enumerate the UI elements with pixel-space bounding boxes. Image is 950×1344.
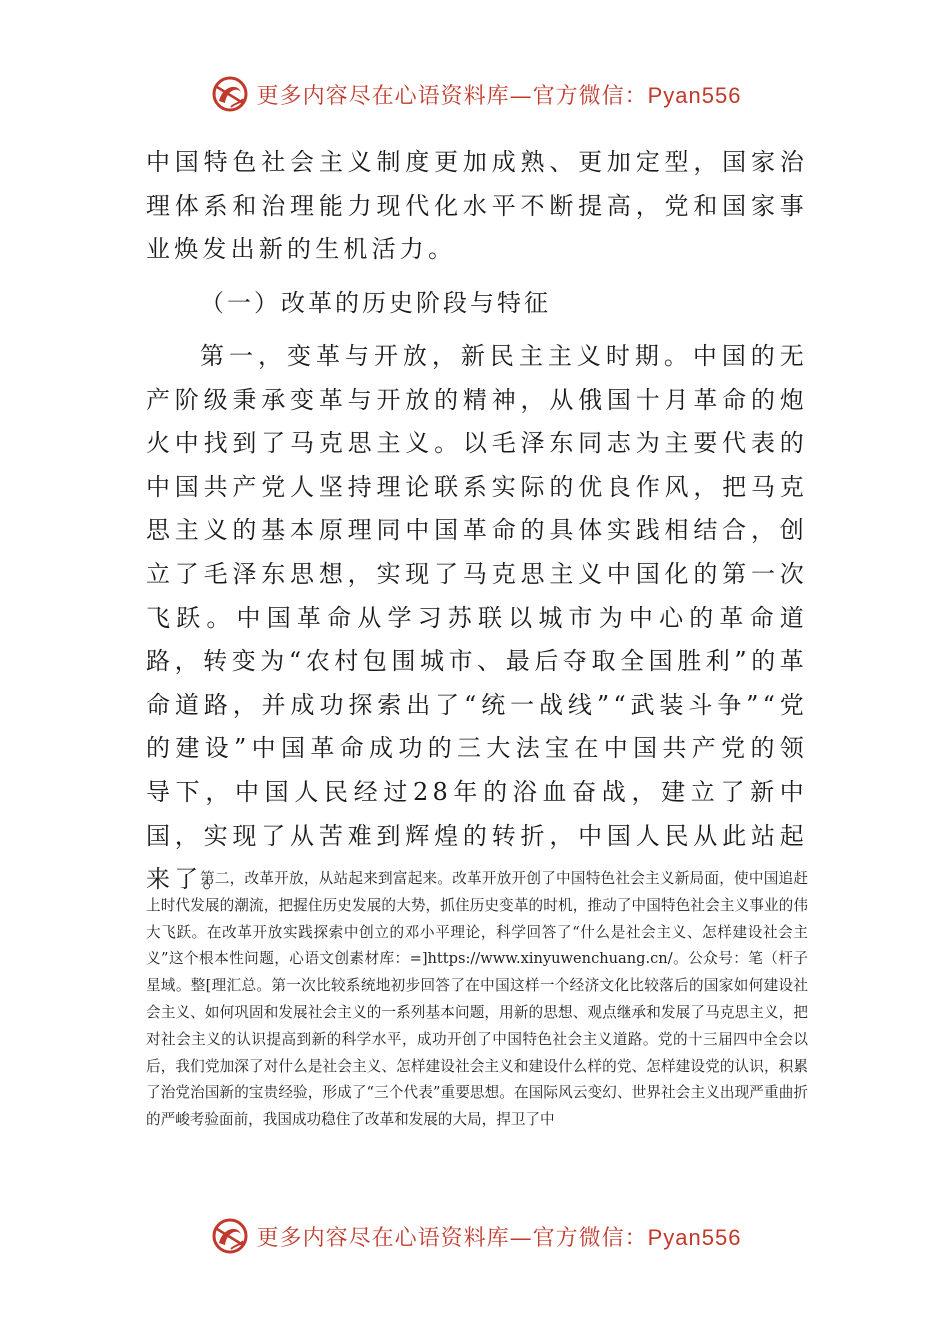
header-banner bbox=[0, 64, 950, 124]
banner-text: 更多内容尽在心语资料库—官方微信：Pyan556 bbox=[256, 1224, 742, 1251]
paragraph-second-stage: 第二，改革开放，从站起来到富起来。改革开放开创了中国特色社会主义新局面，使中国追赶上时代发展的潮流，把握住历史发展的大势，抓住历史变革的时机，推动了中国特色社会主义事业的伟大飞跃。在改革开放实践探索中创立的邓小平理论，科学回答了“什么是社会主义、怎样建设社会主义”这个根本性问题，心语文创素材库：=]https://www.xinyuwenchuang.cn/。公众号：笔（杆子星域。整[理汇总。第一次比较系统地初步回答了在中国这样一个经济文化比较落后的国家如何建设社会主义、如何巩固和发展社会主义的一系列基本问题，用新的思想、观点继承和发展了马克思主义，把对社会主义的认识提高到新的科学水平，成功开创了中国特色社会主义道路。党的十三届四中全会以后，我们党加深了对什么是社会主义、怎样建设社会主义和建设什么样的党、怎样建设党的认识，积累了治党治国新的宝贵经验，形成了“三个代表”重要思想。在国际风云变幻、世界社会主义出现严重曲折的严峻考验面前，我国成功稳住了改革和发展的大局，捍卫了中 bbox=[146, 870, 808, 1129]
red-swirl-logo-icon bbox=[209, 73, 251, 115]
red-swirl-logo-icon bbox=[209, 1215, 251, 1257]
paragraph-continued: 中国特色社会主义制度更加成熟、更加定型，国家治理体系和治理能力现代化水平不断提高，党和国家事业焕发出新的生机活力。 bbox=[146, 148, 808, 264]
wechat-id: Pyan556 bbox=[647, 1224, 742, 1250]
banner-text: 更多内容尽在心语资料库—官方微信：Pyan556 bbox=[256, 82, 742, 109]
section-heading: （一）改革的历史阶段与特征 bbox=[200, 289, 551, 317]
wechat-id: Pyan556 bbox=[647, 82, 742, 108]
paragraph-first-stage: 第一，变革与开放，新民主主义时期。中国的无产阶级秉承变革与开放的精神，从俄国十月革命的炮火中找到了马克思主义。以毛泽东同志为主要代表的中国共产党人坚持理论联系实际的优良作风，把马克思主义的基本原理同中国革命的具体实践相结合，创立了毛泽东思想，实现了马克思主义中国化的第一次飞跃。中国革命从学习苏联以城市为中心的革命道路，转变为“农村包围城市、最后夺取全国胜利”的革命道路，并成功探索出了“统一战线”“武装斗争”“党的建设”中国革命成功的三大法宝在中国共产党的领导下，中国人民经过28年的浴血奋战，建立了新中国，实现了从苦难到辉煌的转折，中国人民从此站起来了。 bbox=[146, 342, 808, 894]
footer-banner bbox=[0, 1206, 950, 1266]
